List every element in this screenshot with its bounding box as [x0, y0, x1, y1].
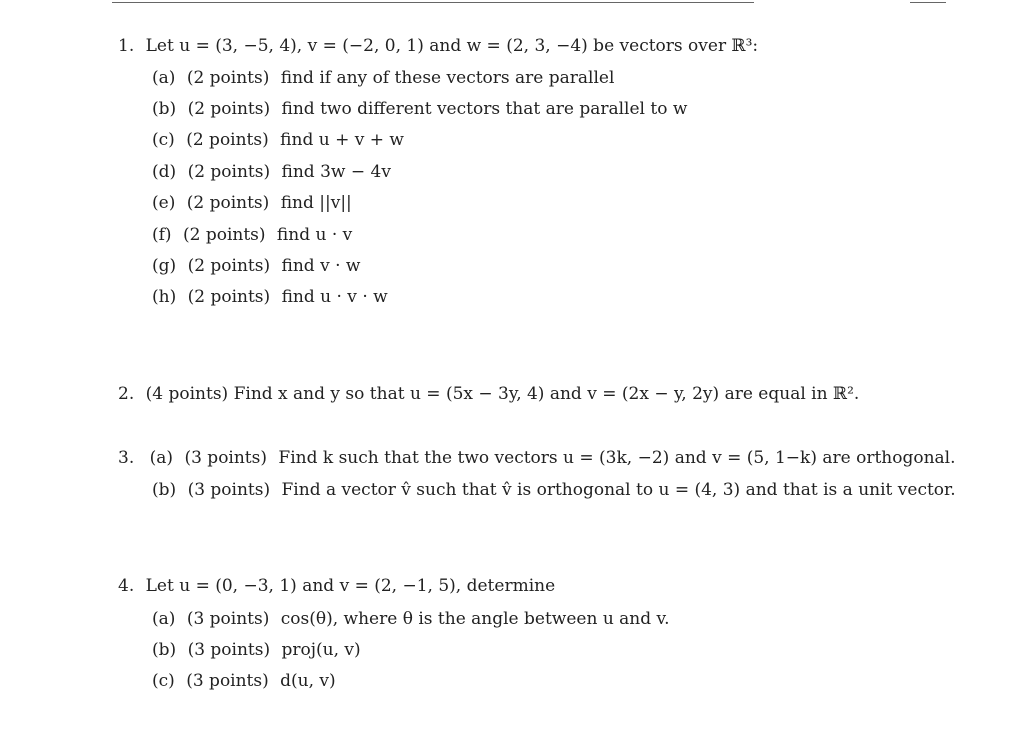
part-text: proj(u, v): [281, 640, 361, 660]
problem-number: 3.: [118, 448, 135, 468]
part-points: (3 points): [186, 609, 270, 629]
problem-stem-text: (4 points) Find x and y so that u = (5x − 3y, 4) and v = (2x − y, 2y) are equal in ℝ².: [145, 384, 860, 404]
part-label: (b): [152, 640, 177, 660]
problem-1-part-f: [152, 224, 352, 246]
part-points: (2 points): [187, 162, 271, 182]
problem-1-stem: [118, 35, 758, 57]
part-label: (b): [152, 480, 177, 500]
part-label: (h): [152, 287, 177, 307]
top-rule-right: [910, 2, 946, 3]
problem-1-part-a: [152, 67, 614, 89]
problem-number: 1.: [118, 36, 135, 56]
part-points: (2 points): [186, 68, 270, 88]
problem-4-stem: [118, 575, 555, 597]
part-points: (2 points): [182, 225, 266, 245]
problem-1-part-e: [152, 192, 352, 214]
problem-4-part-c: [152, 670, 336, 692]
part-points: (3 points): [184, 448, 267, 468]
problem-4-part-b: [152, 639, 361, 661]
problem-4-part-a: [152, 608, 670, 630]
part-text: d(u, v): [280, 671, 336, 691]
part-text: find v · w: [281, 256, 361, 276]
part-text: find u · v · w: [281, 287, 388, 307]
part-points: (2 points): [186, 130, 269, 150]
part-points: (2 points): [186, 193, 270, 213]
part-points: (3 points): [187, 640, 271, 660]
part-label: (a): [152, 68, 176, 88]
part-label: (b): [152, 99, 177, 119]
part-text: Find a vector v̂ such that v̂ is orthogonal to u = (4, 3) and that is a unit vector.: [281, 480, 956, 500]
part-label: (a): [149, 448, 174, 468]
part-text: find two different vectors that are parallel to w: [281, 99, 688, 119]
part-text: find ||v||: [280, 193, 352, 213]
part-label: (a): [152, 609, 176, 629]
problem-3-part-b: [152, 479, 956, 501]
problem-1-part-b: [152, 98, 687, 120]
part-label: (c): [152, 130, 175, 150]
problem-number: 2.: [118, 384, 135, 404]
part-points: (3 points): [187, 480, 271, 500]
part-points: (2 points): [187, 256, 271, 276]
part-label: (e): [152, 193, 176, 213]
part-text: find if any of these vectors are parallel: [280, 68, 615, 88]
part-text: cos(θ), where θ is the angle between u and v.: [280, 609, 670, 629]
problem-1-part-d: [152, 161, 391, 183]
part-text: find 3w − 4v: [281, 162, 391, 182]
problem-3-part-a: [118, 447, 956, 469]
part-points: (2 points): [187, 287, 271, 307]
top-rule-left: [112, 2, 754, 3]
part-text: find u + v + w: [280, 130, 404, 150]
part-points: (2 points): [187, 99, 271, 119]
problem-1-part-g: [152, 255, 360, 277]
part-text: find u · v: [276, 225, 353, 245]
problem-stem-text: Let u = (3, −5, 4), v = (−2, 0, 1) and w = (2, 3, −4) be vectors over ℝ³:: [145, 36, 759, 56]
part-label: (g): [152, 256, 177, 276]
part-points: (3 points): [186, 671, 269, 691]
problem-number: 4.: [118, 576, 135, 596]
part-label: (d): [152, 162, 177, 182]
problem-1-part-h: [152, 286, 388, 308]
part-label: (f): [152, 225, 172, 245]
problem-stem-text: Let u = (0, −3, 1) and v = (2, −1, 5), determine: [145, 576, 556, 596]
problem-1-part-c: [152, 129, 404, 151]
part-text: Find k such that the two vectors u = (3k, −2) and v = (5, 1−k) are orthogonal.: [278, 448, 956, 468]
problem-2-stem: [118, 383, 859, 405]
part-label: (c): [152, 671, 175, 691]
